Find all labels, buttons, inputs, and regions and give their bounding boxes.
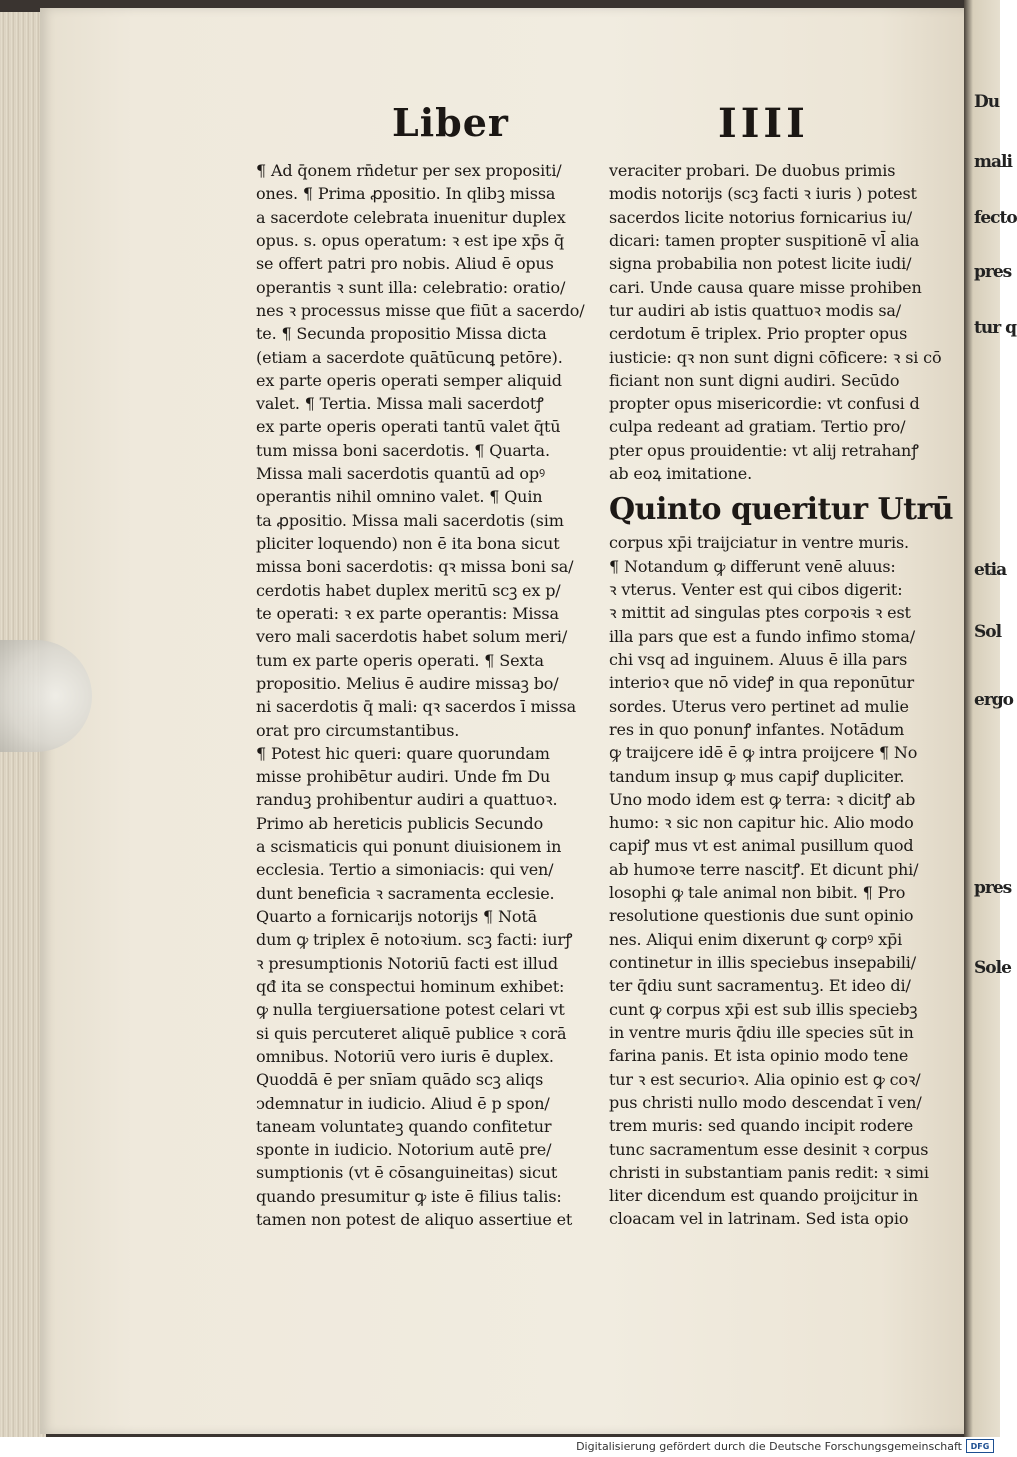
text-line: humo: ꝛ sic non capitur hic. Alio modo	[609, 813, 914, 833]
text-line: se offert patri pro nobis. Aliud ē opus	[256, 254, 554, 274]
text-line: interioꝛ que nō videꝭ in qua reponūtur	[609, 673, 915, 693]
text-line: quando presumitur ꝙ iste ē filius talis:	[256, 1186, 562, 1206]
text-line: sordes. Uterus vero pertinet ad mulie	[609, 696, 909, 716]
text-line: farina panis. Et ista opinio modo tene	[609, 1046, 909, 1066]
text-line: te operati: ꝛ ex parte operantis: Missa	[256, 603, 559, 623]
text-line: tunc sacramentum esse desinit ꝛ corpus	[609, 1139, 929, 1159]
text-line: taneam voluntateꝫ quando confitetur	[256, 1116, 552, 1136]
facing-page-fragment: mali	[974, 152, 1012, 172]
text-line: cerdotum ē triplex. Prio propter opus	[609, 324, 908, 344]
text-line: ¶ Notandum ꝙ differunt venē aluus:	[609, 556, 896, 576]
text-line: cari. Unde causa quare misse prohiben	[609, 277, 922, 297]
text-line: ex parte operis operati tantū valet q̄tū	[256, 417, 561, 437]
text-line: continetur in illis speciebus insepabili/	[609, 953, 916, 972]
text-line: orat pro circumstantibus.	[256, 720, 460, 740]
text-line: tamen non potest de aliquo assertiue et	[256, 1210, 573, 1230]
text-line: dicari: tamen propter suspitionē vl̄ alia	[609, 230, 920, 250]
text-line: ꝙ nulla tergiuersatione potest celari vt	[256, 1000, 565, 1020]
section-heading: Quinto queritur Utrū	[609, 492, 954, 528]
text-line: si quis percuteret aliquē publice ꝛ corā	[256, 1023, 567, 1043]
text-line: ꝛ mittit ad singulas ptes corpoꝛis ꝛ est	[609, 603, 911, 623]
text-line: a scismaticis qui ponunt diuisionem in	[256, 837, 562, 857]
facing-page-fragment: pres	[974, 262, 1012, 282]
text-line: ones. ¶ Prima ꝓpositio. In qlibꝫ missa	[256, 184, 556, 204]
text-line: tum ex parte operis operati. ¶ Sexta	[256, 650, 544, 670]
text-line: ↄdemnatur in iudicio. Aliud ē p spon/	[256, 1093, 550, 1113]
text-line: in ventre muris q̄diu ille species sūt in	[609, 1022, 914, 1042]
text-line: dum ꝙ triplex ē notoꝛium. scꝫ facti: iurꝭ	[256, 930, 573, 950]
funding-credit: Digitalisierung gefördert durch die Deutsche Forschungsgemeinschaft	[576, 1440, 962, 1453]
text-line: operantis ꝛ sunt illa: celebratio: oratio/	[256, 277, 566, 297]
text-line: ni sacerdotis q̄ mali: qꝛ sacerdos ī missa	[256, 697, 577, 717]
text-line: missa boni sacerdotis: qꝛ missa boni sa/	[256, 557, 574, 577]
text-line: sumptionis (vt ē cōsanguineitas) sicut	[256, 1163, 558, 1183]
text-line: iusticie: qꝛ non sunt digni cōficere: ꝛ si cō	[609, 347, 942, 367]
text-line: ecclesia. Tertio a simoniacis: qui ven/	[256, 860, 554, 880]
text-line: a sacerdote celebrata inuenitur duplex	[256, 207, 566, 227]
text-line: tum missa boni sacerdotis. ¶ Quarta.	[256, 440, 550, 460]
text-line: culpa redeant ad gratiam. Tertio pro/	[609, 417, 906, 437]
text-line: signa probabilia non potest licite iudi/	[609, 254, 912, 274]
text-line: Uno modo idem est ꝙ terra: ꝛ dicitꝭ ab	[609, 789, 916, 809]
text-line: liter dicendum est quando proijcitur in	[609, 1186, 919, 1206]
text-line: propter opus misericordie: vt confusi d	[609, 394, 920, 414]
text-line: res in quo ponunꝭ infantes. Notādum	[609, 719, 905, 739]
text-line: Quoddā ē per snīam quādo scꝫ aliqs	[256, 1070, 544, 1090]
text-line: randuꝫ prohibentur audiri a quattuoꝛ.	[256, 790, 558, 810]
text-line: cunt ꝙ corpus xp̄i est sub illis speciebꝫ	[609, 999, 918, 1019]
text-line: pus christi nullo modo descendat ī ven/	[609, 1092, 922, 1112]
text-line: nes. Aliqui enim dixerunt ꝙ corpꝰ xp̄i	[609, 929, 903, 949]
text-line: christi in substantiam panis redit: ꝛ simi	[609, 1162, 929, 1182]
text-line: misse prohibētur audiri. Unde fm Du	[256, 767, 551, 787]
text-line: ex parte operis operati semper aliquid	[256, 370, 562, 390]
text-line: ta ꝓpositio. Missa mali sacerdotis (sim	[256, 510, 564, 530]
text-line: nes ꝛ processus misse que fiūt a sacerdo/	[256, 300, 585, 320]
text-line: valet. ¶ Tertia. Missa mali sacerdotꝭ	[256, 394, 544, 414]
text-line: ¶ Potest hic queri: quare quorundam	[256, 743, 550, 763]
text-line: cerdotis habet duplex meritū scꝫ ex p/	[256, 580, 561, 600]
running-head-left: Liber	[392, 100, 509, 145]
text-line: losophi ꝙ tale animal non bibit. ¶ Pro	[609, 883, 906, 903]
facing-page-fragment: tur q	[974, 318, 1016, 338]
text-line: ꝛ presumptionis Notoriū facti est illud	[256, 953, 559, 973]
text-line: resolutione questionis due sunt opinio	[609, 906, 914, 926]
text-line: tandum insup ꝙ mus capiꝭ dupliciter.	[609, 766, 905, 786]
text-line: qđ ita se conspectui hominum exhibet:	[256, 976, 565, 996]
text-line: omnibus. Notoriū vero iuris ē duplex.	[256, 1046, 554, 1066]
text-line: veraciter probari. De duobus primis	[609, 161, 896, 180]
text-line: modis notorijs (scꝫ facti ꝛ iuris ) potest	[609, 184, 917, 204]
footer-bar	[0, 1437, 1000, 1457]
facing-page-fragment: Sol	[974, 622, 1002, 642]
facing-page-fragment: pres	[974, 878, 1012, 898]
text-line: propositio. Melius ē audire missaꝫ bo/	[256, 673, 559, 693]
right-text-column	[609, 159, 954, 1231]
right-column-lower-text	[609, 531, 939, 1230]
text-line: ꝛ vterus. Venter est qui cibos digerit:	[609, 580, 903, 599]
text-line: illa pars que est a fundo infimo stoma/	[609, 626, 915, 646]
text-line: trem muris: sed quando incipit rodere	[609, 1116, 914, 1136]
text-line: vero mali sacerdotis habet solum meri/	[256, 627, 568, 647]
text-line: (etiam a sacerdote quātūcunꝗ petōre).	[256, 347, 563, 367]
running-head-right: IIII	[718, 100, 809, 147]
text-line: ficiant non sunt digni audiri. Secūdo	[609, 370, 900, 390]
text-line: pliciter loquendo) non ē ita bona sicut	[256, 534, 560, 553]
facing-page-fragment: ergo	[974, 690, 1013, 710]
text-line: sponte in iudicio. Notorium autē pre/	[256, 1140, 552, 1160]
facing-page-fragment: fecto	[974, 208, 1017, 228]
facing-page-fragment: etia	[974, 560, 1007, 580]
text-line: dunt beneficia ꝛ sacramenta ecclesie.	[256, 883, 555, 903]
text-line: corpus xp̄i traijciatur in ventre muris.	[609, 533, 909, 553]
text-line: ab eoꝝ imitatione.	[609, 464, 753, 484]
text-line: Primo ab hereticis publicis Secundo	[256, 813, 544, 833]
facing-page-fragment: Sole	[974, 958, 1011, 978]
text-line: Missa mali sacerdotis quantū ad opꝰ	[256, 464, 545, 484]
text-line: opus. s. opus operatum: ꝛ est ipe xp̄s q̄	[256, 230, 565, 250]
text-line: ab humoꝛe terre nascitꝭ. Et dicunt phi/	[609, 859, 919, 879]
text-line: chi vsq ad inguinem. Aluus ē illa pars	[609, 649, 908, 669]
text-line: ter q̄diu sunt sacramentuꝫ. Et ideo di/	[609, 976, 911, 996]
right-column-upper-text	[609, 159, 942, 485]
text-line: capiꝭ mus vt est animal pusillum quod	[609, 836, 914, 856]
text-line: tur audiri ab istis quattuoꝛ modis sa/	[609, 300, 902, 320]
facing-page-fragment: Du	[974, 92, 1000, 112]
text-line: ꝙ traijcere idē ē ꝙ intra proijcere ¶ No	[609, 743, 918, 763]
text-line: sacerdos licite notorius fornicarius iu/	[609, 207, 912, 227]
text-line: te. ¶ Secunda propositio Missa dicta	[256, 324, 547, 344]
text-line: pter opus prouidentie: vt alij retrahanꝭ	[609, 440, 919, 460]
left-text-column	[256, 159, 600, 1231]
text-line: cloacam vel in latrinam. Sed ista opio	[609, 1209, 909, 1229]
text-line: operantis nihil omnino valet. ¶ Quin	[256, 487, 543, 507]
text-line: ¶ Ad q̄onem rn̄detur per sex propositi/	[256, 161, 562, 180]
text-line: tur ꝛ est securioꝛ. Alia opinio est ꝙ coꝛ/	[609, 1069, 921, 1089]
text-line: Quarto a fornicarijs notorijs ¶ Notā	[256, 907, 538, 926]
dfg-logo: DFG	[966, 1439, 994, 1453]
